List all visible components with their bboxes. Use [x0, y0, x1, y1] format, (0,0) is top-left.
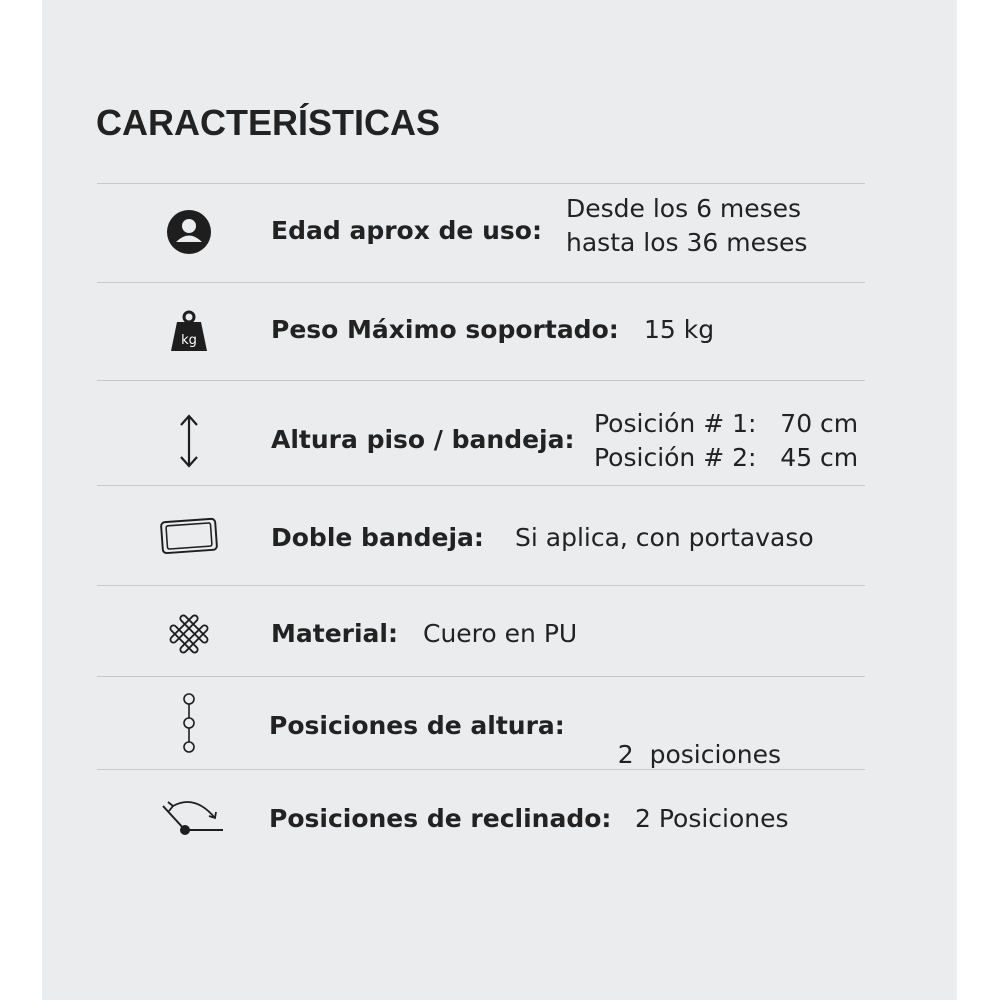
weight-kg-icon [159, 301, 219, 361]
feature-label: Altura piso / bandeja: [271, 425, 575, 454]
feature-value: Si aplica, con portavaso [515, 523, 814, 552]
feature-row-age [97, 184, 887, 282]
feature-label: Material: [271, 619, 398, 648]
feature-label: Posiciones de altura: [269, 711, 565, 740]
user-icon [159, 202, 219, 262]
feature-label: Edad aprox de uso: [271, 216, 542, 245]
feature-row-double-tray [97, 486, 887, 585]
feature-row-height-positions [97, 677, 887, 769]
feature-value: 2 Posiciones [635, 804, 789, 833]
feature-value: Posición # 1: 70 cm Posición # 2: 45 cm [594, 409, 859, 472]
tray-icon [159, 505, 219, 565]
svg-text:kg: kg [181, 333, 197, 348]
page-title: CARACTERÍSTICAS [96, 102, 441, 143]
vertical-arrows-icon [159, 411, 219, 471]
height-positions-icon [159, 693, 219, 753]
feature-label: Doble bandeja: [271, 523, 484, 552]
feature-value: 2 posiciones [617, 740, 781, 769]
feature-row-recline-positions [97, 770, 887, 866]
feature-row-material [97, 586, 887, 676]
feature-row-floor-height [97, 381, 887, 485]
feature-value: Cuero en PU [423, 619, 578, 648]
recline-icon [157, 786, 227, 846]
feature-row-weight [97, 283, 887, 380]
feature-value: Desde los 6 meses hasta los 36 meses [566, 194, 808, 257]
feature-label: Posiciones de reclinado: [269, 804, 612, 833]
feature-value: 15 kg [644, 315, 715, 344]
woven-material-icon [159, 604, 219, 664]
feature-label: Peso Máximo soportado: [271, 315, 619, 344]
